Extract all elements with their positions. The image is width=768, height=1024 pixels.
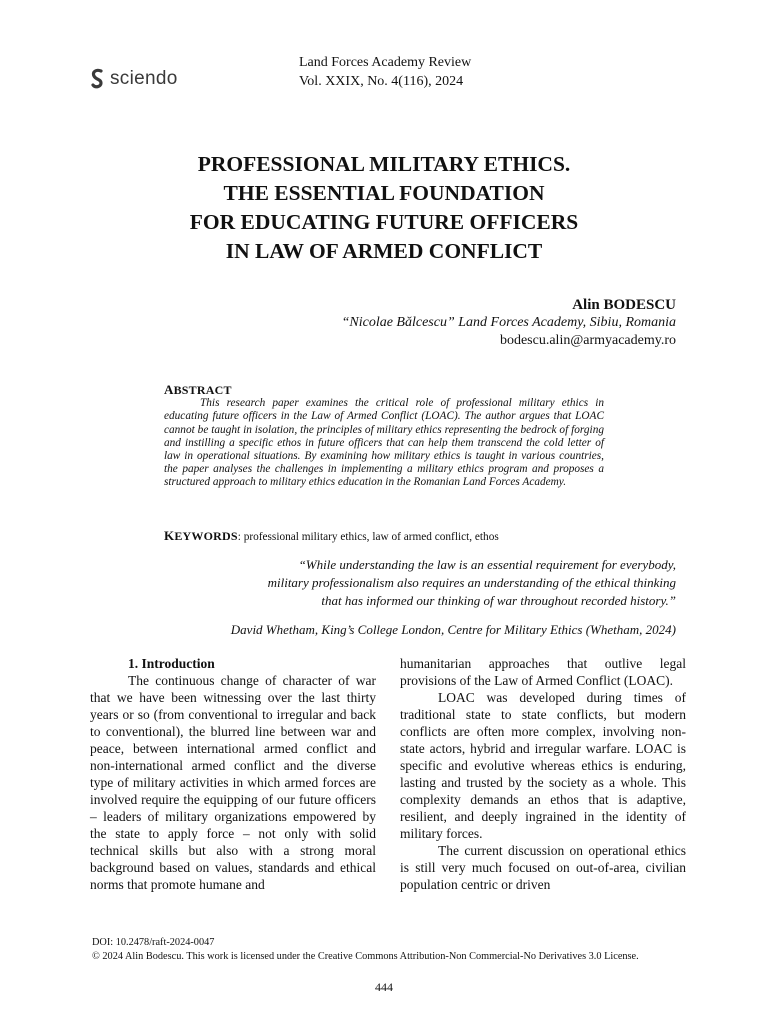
author-affiliation: “Nicolae Bălcescu” Land Forces Academy, Sibiu, Romania <box>341 315 676 330</box>
page-footer <box>92 936 639 964</box>
publisher-logo <box>90 68 178 90</box>
quote-line: that has informed our thinking of war throughout recorded history.” <box>321 593 676 608</box>
title-line: PROFESSIONAL MILITARY ETHICS. <box>197 152 571 176</box>
page-number: 444 <box>375 980 393 994</box>
doi-text: DOI: 10.2478/raft-2024-0047 <box>92 937 215 948</box>
abstract-heading-rest: BSTRACT <box>173 383 232 397</box>
author-block <box>342 296 676 350</box>
quote-source: David Whetham, King’s College London, Centre for Military Ethics (Whetham, 2024) <box>230 622 676 637</box>
abstract-heading <box>164 383 604 397</box>
body-paragraph: The current discussion on operational ethics is still very much focused on out-of-area, civilian population centric or driven <box>400 843 686 892</box>
journal-issue: Vol. XXIX, No. 4(116), 2024 <box>299 74 464 89</box>
author-name: Alin BODESCU <box>572 297 676 313</box>
keywords-heading-initial: K <box>164 528 175 543</box>
journal-info <box>299 53 471 91</box>
publisher-name: sciendo <box>110 68 178 89</box>
title-line: THE ESSENTIAL FOUNDATION <box>223 181 545 205</box>
license-text: © 2024 Alin Bodescu. This work is licensed under the Creative Commons Attribution-Non Commercial-No Derivatives 3.0 License. <box>92 951 639 962</box>
abstract-text: This research paper examines the critical role of professional military ethics in educating future officers in the Law of Armed Conflict (LOAC). The author argues that LOAC cannot be taught in isolation, the principles of military ethics representing the bedrock of forging and instilling a specific ethos in future officers that can help them transcend the cold letter of law in operational situations. By examining how military ethics is taught in various countries, the paper analyses the challenges in implementing a military ethics program and proposes a structured approach to military ethics education in the Romanian Land Forces Academy. <box>164 397 604 489</box>
quote-line: military professionalism also requires an understanding of the ethical thinking <box>267 575 676 590</box>
epigraph-quote <box>156 556 676 610</box>
keywords-heading-rest: EYWORDS <box>174 529 238 543</box>
quote-line: “While understanding the law is an essential requirement for everybody, <box>298 557 676 572</box>
body-paragraph: The continuous change of character of war that we have been witnessing over the last thirty years or so (from conventional to irregular and back to conventional), the blurred line between war and peace, between international armed conflict and non-international armed conflict and the diverse type of military activities in which armed forces are involved require the equipping of our future officers – leaders of military organizations empowered by the state to apply force – not only with solid technical skills but also with a strong moral background based on values, standards and ethical norms that promote humane and <box>90 673 376 892</box>
body-column-right <box>400 655 686 893</box>
keywords-heading <box>164 529 238 543</box>
paper-title <box>0 150 768 266</box>
body-column-left <box>90 655 376 893</box>
author-email: bodescu.alin@armyacademy.ro <box>499 333 676 348</box>
abstract-heading-initial: A <box>164 382 174 397</box>
abstract-section <box>164 383 604 490</box>
sciendo-logo-icon <box>90 68 104 90</box>
body-paragraph: humanitarian approaches that outlive legal provisions of the Law of Armed Conflict (LOAC). <box>400 656 686 688</box>
body-paragraph: LOAC was developed during times of traditional state to state conflicts, but modern conflicts are often more complex, involving non-state actors, hybrid and irregular warfare. LOAC is specific and evolutive whereas ethics is enduring, lasting and trusted by the society as a whole. This complexity demands an ethos that is adaptive, resilient, and deeply ingrained in the identity of military forces. <box>400 690 686 841</box>
keywords-section <box>164 528 624 544</box>
keywords-text: : professional military ethics, law of armed conflict, ethos <box>237 531 499 543</box>
title-line: FOR EDUCATING FUTURE OFFICERS <box>189 210 579 234</box>
section-heading: 1. Introduction <box>128 656 215 671</box>
journal-name: Land Forces Academy Review <box>299 55 472 70</box>
title-line: IN LAW OF ARMED CONFLICT <box>225 239 543 263</box>
